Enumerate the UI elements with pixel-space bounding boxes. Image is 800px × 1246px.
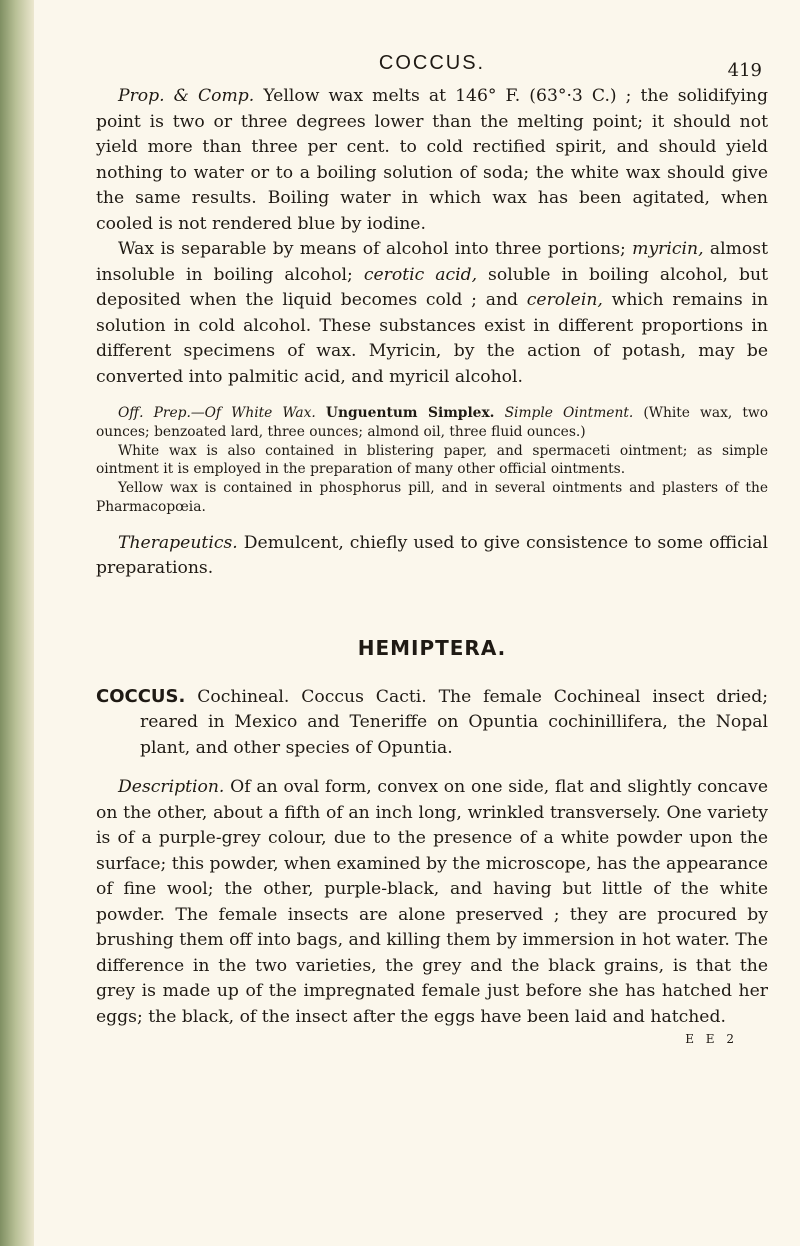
signature-mark: E E 2	[685, 1032, 738, 1047]
wax-portions-text-1: Wax is separable by means of alcohol into three portions;	[118, 239, 633, 259]
entry-head-word: COCCUS.	[96, 685, 186, 707]
wax-portions-text-4: which remains in solution in cold alcohol. These substances exist in different proportions in different specimens of wax. Myricin, by the action of potash, may be converted into palmitic acid, and myricil alcohol.	[96, 290, 769, 387]
official-preparation-lead: Off. Prep.—Of White Wax.	[118, 405, 316, 421]
description-text: Of an oval form, convex on one side, flat and slightly concave on the other, about a fifth of an inch long, wrinkled transversely. One variety is of a purple-grey colour, due to the presence of a white powder upon the surface; this powder, when examined by the microscope, has the appearance of fine wool; the other, purple-black, and having but little of the white powder. The female insects are alone preserved ; they are procured by brushing them off into bags, and killing them by immersion in hot water. The difference in the two varieties, the grey and the black grains, is that the grey is made up of the impregnated female just before she has hatched her eggs; the black, of the insect after the eggs have been laid and hatched.	[96, 777, 769, 1027]
page-gutter-edge	[0, 0, 34, 1246]
description-lead: Description.	[118, 777, 225, 798]
paragraph-properties-text: Yellow wax melts at 146° F. (63°·3 C.) ; the solidifying point is two or three degrees lower than the melting point; it should not yield more than three per cent. to cold rectified spirit, and should yield nothing to water or to a boiling solution of soda; the white wax should give the same results. Boiling water in which wax has been agitated, when cooled is not rendered blue by iodine.	[96, 86, 769, 234]
official-preparation-formula: (White wax, two ounces; benzoated lard, three ounces; almond oil, three fluid ounces.)	[96, 405, 769, 440]
wax-portions-text-3: soluble in boiling alcohol, but deposited when the liquid becomes cold ; and	[96, 264, 768, 310]
running-head-title: COCCUS.	[378, 52, 486, 74]
paragraph-properties	[96, 84, 768, 237]
section-heading: HEMIPTERA.	[357, 635, 507, 660]
note-yellow-wax: Yellow wax is contained in phosphorus pill, and in several ointments and plasters of the Pharmacopœia.	[96, 480, 768, 515]
wax-portions-text-2: almost insoluble in boiling alcohol;	[96, 239, 768, 285]
official-preparation	[96, 404, 768, 442]
paragraph-wax-portions	[96, 237, 768, 390]
entry-coccus-text: Cochineal. Coccus Cacti. The female Cochineal insect dried; reared in Mexico and Teneriffe on Opuntia cochinillifera, the Nopal plant, and other species of Opuntia.	[140, 686, 768, 758]
term-cerotic-acid: cerotic acid,	[363, 264, 478, 285]
term-myricin: myricin,	[632, 239, 704, 259]
paragraph-properties-lead: Prop. & Comp.	[118, 86, 255, 106]
paragraph-description	[96, 775, 768, 1030]
official-preparation-name: Unguentum Simplex.	[325, 405, 495, 421]
therapeutics-lead: Therapeutics.	[118, 532, 238, 553]
page-number: 419	[727, 60, 762, 81]
entry-coccus	[96, 684, 768, 762]
note-white-wax: White wax is also contained in blistering paper, and spermaceti ointment; as simple ointment it is employed in the preparation of many other official ointments.	[96, 442, 768, 478]
official-preparation-alt-name: Simple Ointment.	[504, 405, 634, 421]
therapeutics-text: Demulcent, chiefly used to give consistence to some official preparations.	[96, 532, 768, 579]
term-cerolein: cerolein,	[526, 290, 603, 310]
running-head	[96, 50, 768, 84]
paragraph-therapeutics	[96, 531, 768, 582]
book-page	[96, 50, 768, 1046]
